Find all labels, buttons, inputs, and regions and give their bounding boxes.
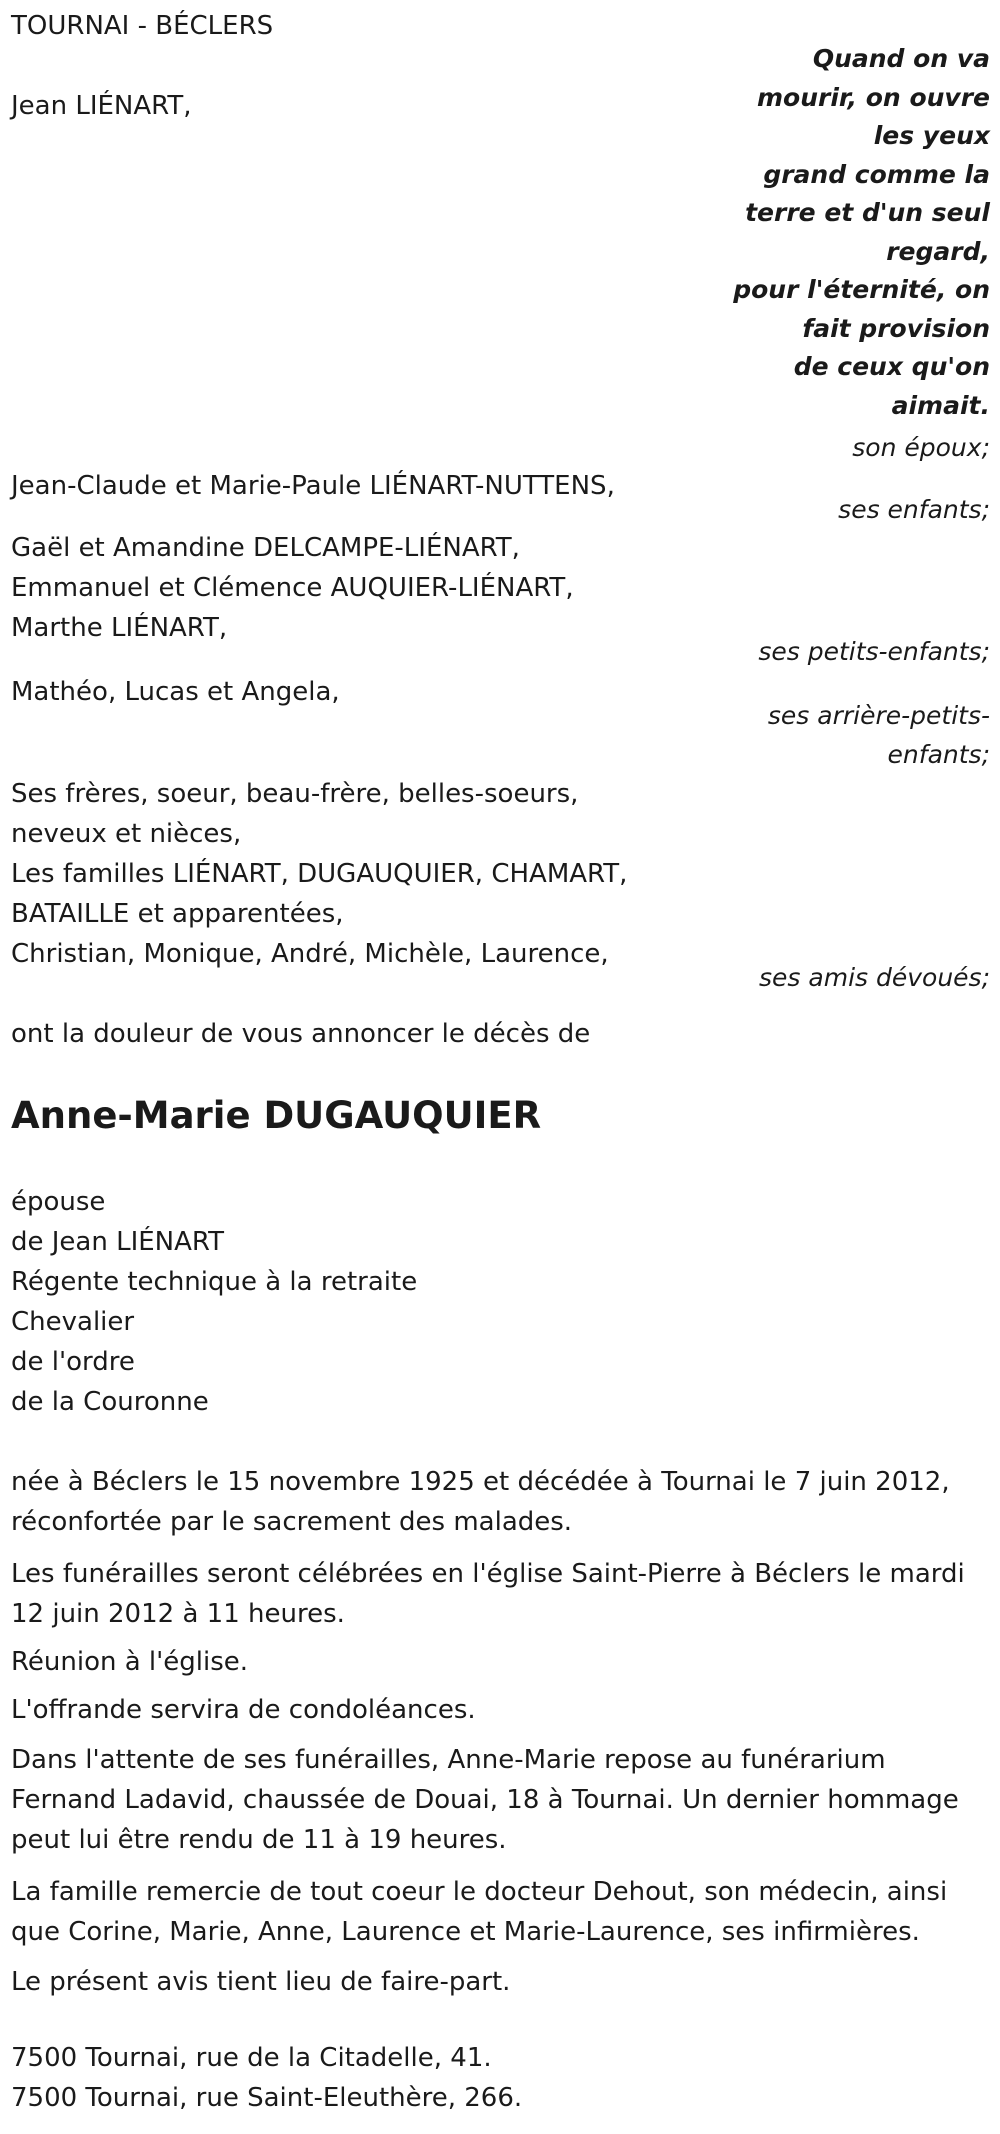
title-line: épouse xyxy=(11,1187,106,1217)
spouse-name: Jean LIÉNART, xyxy=(11,91,192,121)
addresses xyxy=(11,2038,522,2118)
quote-line: les yeux xyxy=(873,121,990,150)
quote-line: regard, xyxy=(886,236,990,266)
quote-line: terre et d'un seul xyxy=(745,198,990,227)
funeral-paragraph: Les funérailles seront célébrées en l'église Saint-Pierre à Béclers le mardi 12 juin 2012 à 11 heures. xyxy=(11,1559,965,1629)
grandchildren-role: ses petits-enfants; xyxy=(758,637,990,666)
offering-paragraph: L'offrande servira de condoléances. xyxy=(11,1695,476,1725)
relatives-line: Christian, Monique, André, Michèle, Laurence, xyxy=(11,939,609,969)
location-heading: TOURNAI - BÉCLERS xyxy=(11,11,274,41)
title-line: Chevalier xyxy=(11,1307,135,1337)
grandchildren-names xyxy=(11,528,574,648)
quote-line: fait provision xyxy=(802,313,990,343)
funerarium-paragraph: Dans l'attente de ses funérailles, Anne-Marie repose au funérarium Fernand Ladavid, chaussée de Douai, 18 à Tournai. Un dernier hommage peut lui être rendu de 11 à 19 heures. xyxy=(11,1745,959,1855)
deceased-name: Anne-Marie DUGAUQUIER xyxy=(11,1094,542,1137)
title-line: Régente technique à la retraite xyxy=(11,1267,418,1297)
great-grandchildren-role-line: enfants; xyxy=(887,740,990,769)
quote-line: aimait. xyxy=(891,390,990,420)
quote-line: de ceux qu'on xyxy=(793,352,990,381)
quote-line: Quand on va xyxy=(812,44,990,73)
grandchild-line: Marthe LIÉNART, xyxy=(11,613,228,643)
relatives-line: neveux et nièces, xyxy=(11,819,242,849)
thanks-paragraph: La famille remercie de tout coeur le docteur Dehout, son médecin, ainsi que Corine, Marie, Anne, Laurence et Marie-Laurence, ses infirmières. xyxy=(11,1877,948,1947)
announcement-text: ont la douleur de vous annoncer le décès de xyxy=(11,1019,591,1049)
relatives-line: Ses frères, soeur, beau-frère, belles-soeurs, xyxy=(11,779,579,809)
grandchild-line: Gaël et Amandine DELCAMPE-LIÉNART, xyxy=(11,533,520,563)
relatives-list xyxy=(11,774,627,974)
title-line: de Jean LIÉNART xyxy=(11,1227,224,1257)
address-line: 7500 Tournai, rue Saint-Eleuthère, 266. xyxy=(11,2083,523,2113)
grandchild-line: Emmanuel et Clémence AUQUIER-LIÉNART, xyxy=(11,573,574,603)
meeting-paragraph: Réunion à l'église. xyxy=(11,1647,249,1677)
quote-block xyxy=(720,40,990,425)
title-line: de l'ordre xyxy=(11,1347,135,1377)
spouse-role: son époux; xyxy=(852,433,990,462)
relatives-line: Les familles LIÉNART, DUGAUQUIER, CHAMART, xyxy=(11,859,628,889)
deceased-titles xyxy=(11,1182,417,1422)
great-grandchildren-role xyxy=(768,696,990,774)
children-role: ses enfants; xyxy=(838,495,990,524)
great-grandchildren-names: Mathéo, Lucas et Angela, xyxy=(11,677,340,707)
great-grandchildren-role-line: ses arrière-petits- xyxy=(767,701,990,730)
address-line: 7500 Tournai, rue de la Citadelle, 41. xyxy=(11,2043,492,2073)
title-line: de la Couronne xyxy=(11,1387,209,1417)
quote-line: grand comme la xyxy=(763,159,990,189)
quote-line: mourir, on ouvre xyxy=(756,82,990,112)
relatives-line: BATAILLE et apparentées, xyxy=(11,899,344,929)
quote-line: pour l'éternité, on xyxy=(733,275,990,304)
birth-death-paragraph: née à Béclers le 15 novembre 1925 et décédée à Tournai le 7 juin 2012, réconfortée par le sacrement des malades. xyxy=(11,1467,950,1537)
children-names: Jean-Claude et Marie-Paule LIÉNART-NUTTENS, xyxy=(11,471,615,501)
friends-role: ses amis dévoués; xyxy=(759,963,990,992)
notice-paragraph: Le présent avis tient lieu de faire-part. xyxy=(11,1967,511,1997)
